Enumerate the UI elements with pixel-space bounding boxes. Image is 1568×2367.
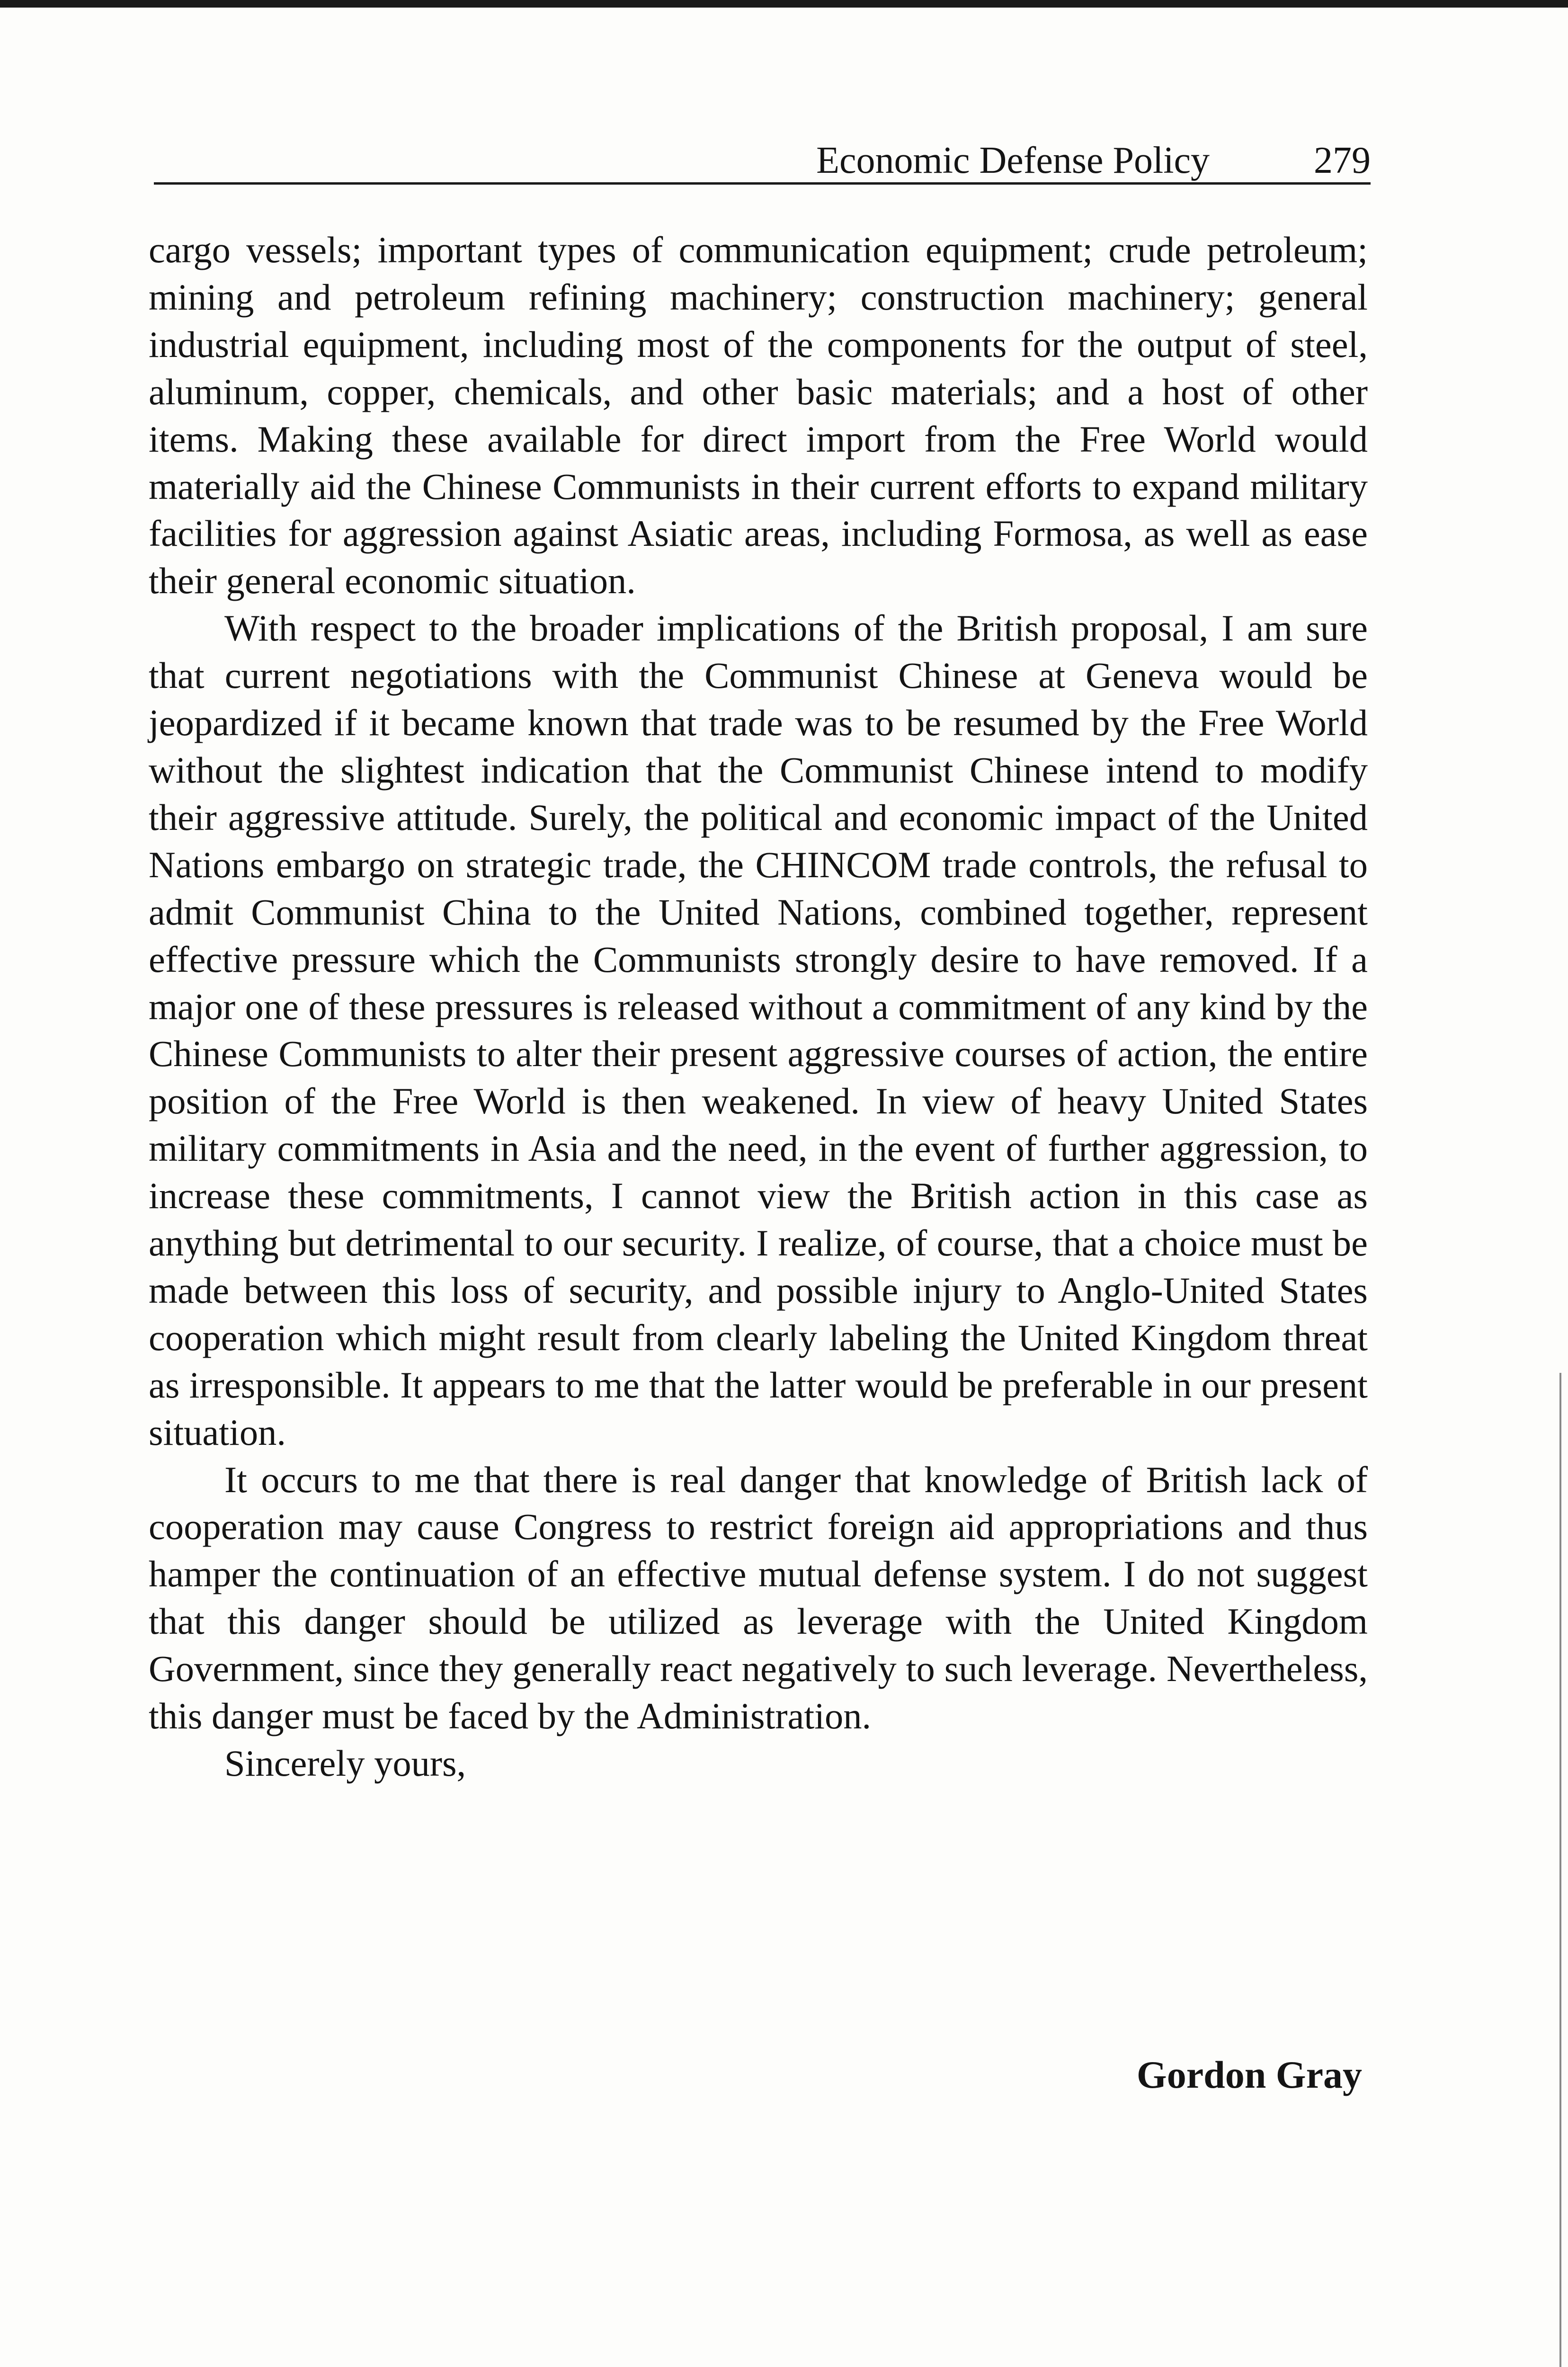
- paragraph-continued: cargo vessels; important types of communication equipment; crude petroleum; mining and petroleum refining machinery; construction machinery; general industrial equipment, including most of the components for the output of steel, aluminum, copper, chemicals, and other basic materials; and a host of other items. Making these available for direct import from the Free World would materially aid the Chinese Communists in their current efforts to expand military facilities for aggression against Asiatic areas, including Formosa, as well as ease their general economic situation.: [149, 229, 1368, 602]
- complimentary-close: Sincerely yours,: [224, 1743, 466, 1784]
- page-header: [154, 135, 1371, 185]
- paragraph-british-proposal: With respect to the broader implications of the British proposal, I am sure that current negotiations with the Communist Chinese at Geneva would be jeopardized if it became known that trade was to be resumed by the Free World without the slightest indication that the Communist Chinese intend to modify their aggressive attitude. Surely, the political and economic impact of the United Nations embargo on strategic trade, the CHINCOM trade controls, the refusal to admit Communist China to the United Nations, combined together, represent effective pressure which the Communists strongly desire to have removed. If a major one of these pressures is released without a commitment of any kind by the Chinese Communists to alter their present aggressive courses of action, the entire position of the Free World is then weakened. In view of heavy United States military commitments in Asia and the need, in the event of further aggression, to increase these commitments, I cannot view the British action in this case as anything but detrimental to our security. I realize, of course, that a choice must be made between this loss of security, and possible injury to Anglo-United States cooperation which might result from clearly labeling the United Kingdom threat as irresponsible. It appears to me that the latter would be preferable in our present situation.: [149, 607, 1368, 1453]
- running-head-title: Economic Defense Policy: [816, 140, 1210, 181]
- signature-name: Gordon Gray: [1136, 2053, 1362, 2096]
- paragraph-congress-danger: It occurs to me that there is real danger that knowledge of British lack of cooperation may cause Congress to restrict foreign aid appropriations and thus hamper the continuation of an effective mutual defense system. I do not suggest that this danger should be utilized as leverage with the United Kingdom Government, since they generally react negatively to such leverage. Nevertheless, this danger must be faced by the Administration.: [149, 1459, 1368, 1737]
- page-edge-shadow: [1559, 1373, 1561, 2367]
- top-border-rule: [0, 0, 1568, 8]
- letter-body: [149, 226, 1368, 1787]
- page-number: 279: [1314, 140, 1371, 181]
